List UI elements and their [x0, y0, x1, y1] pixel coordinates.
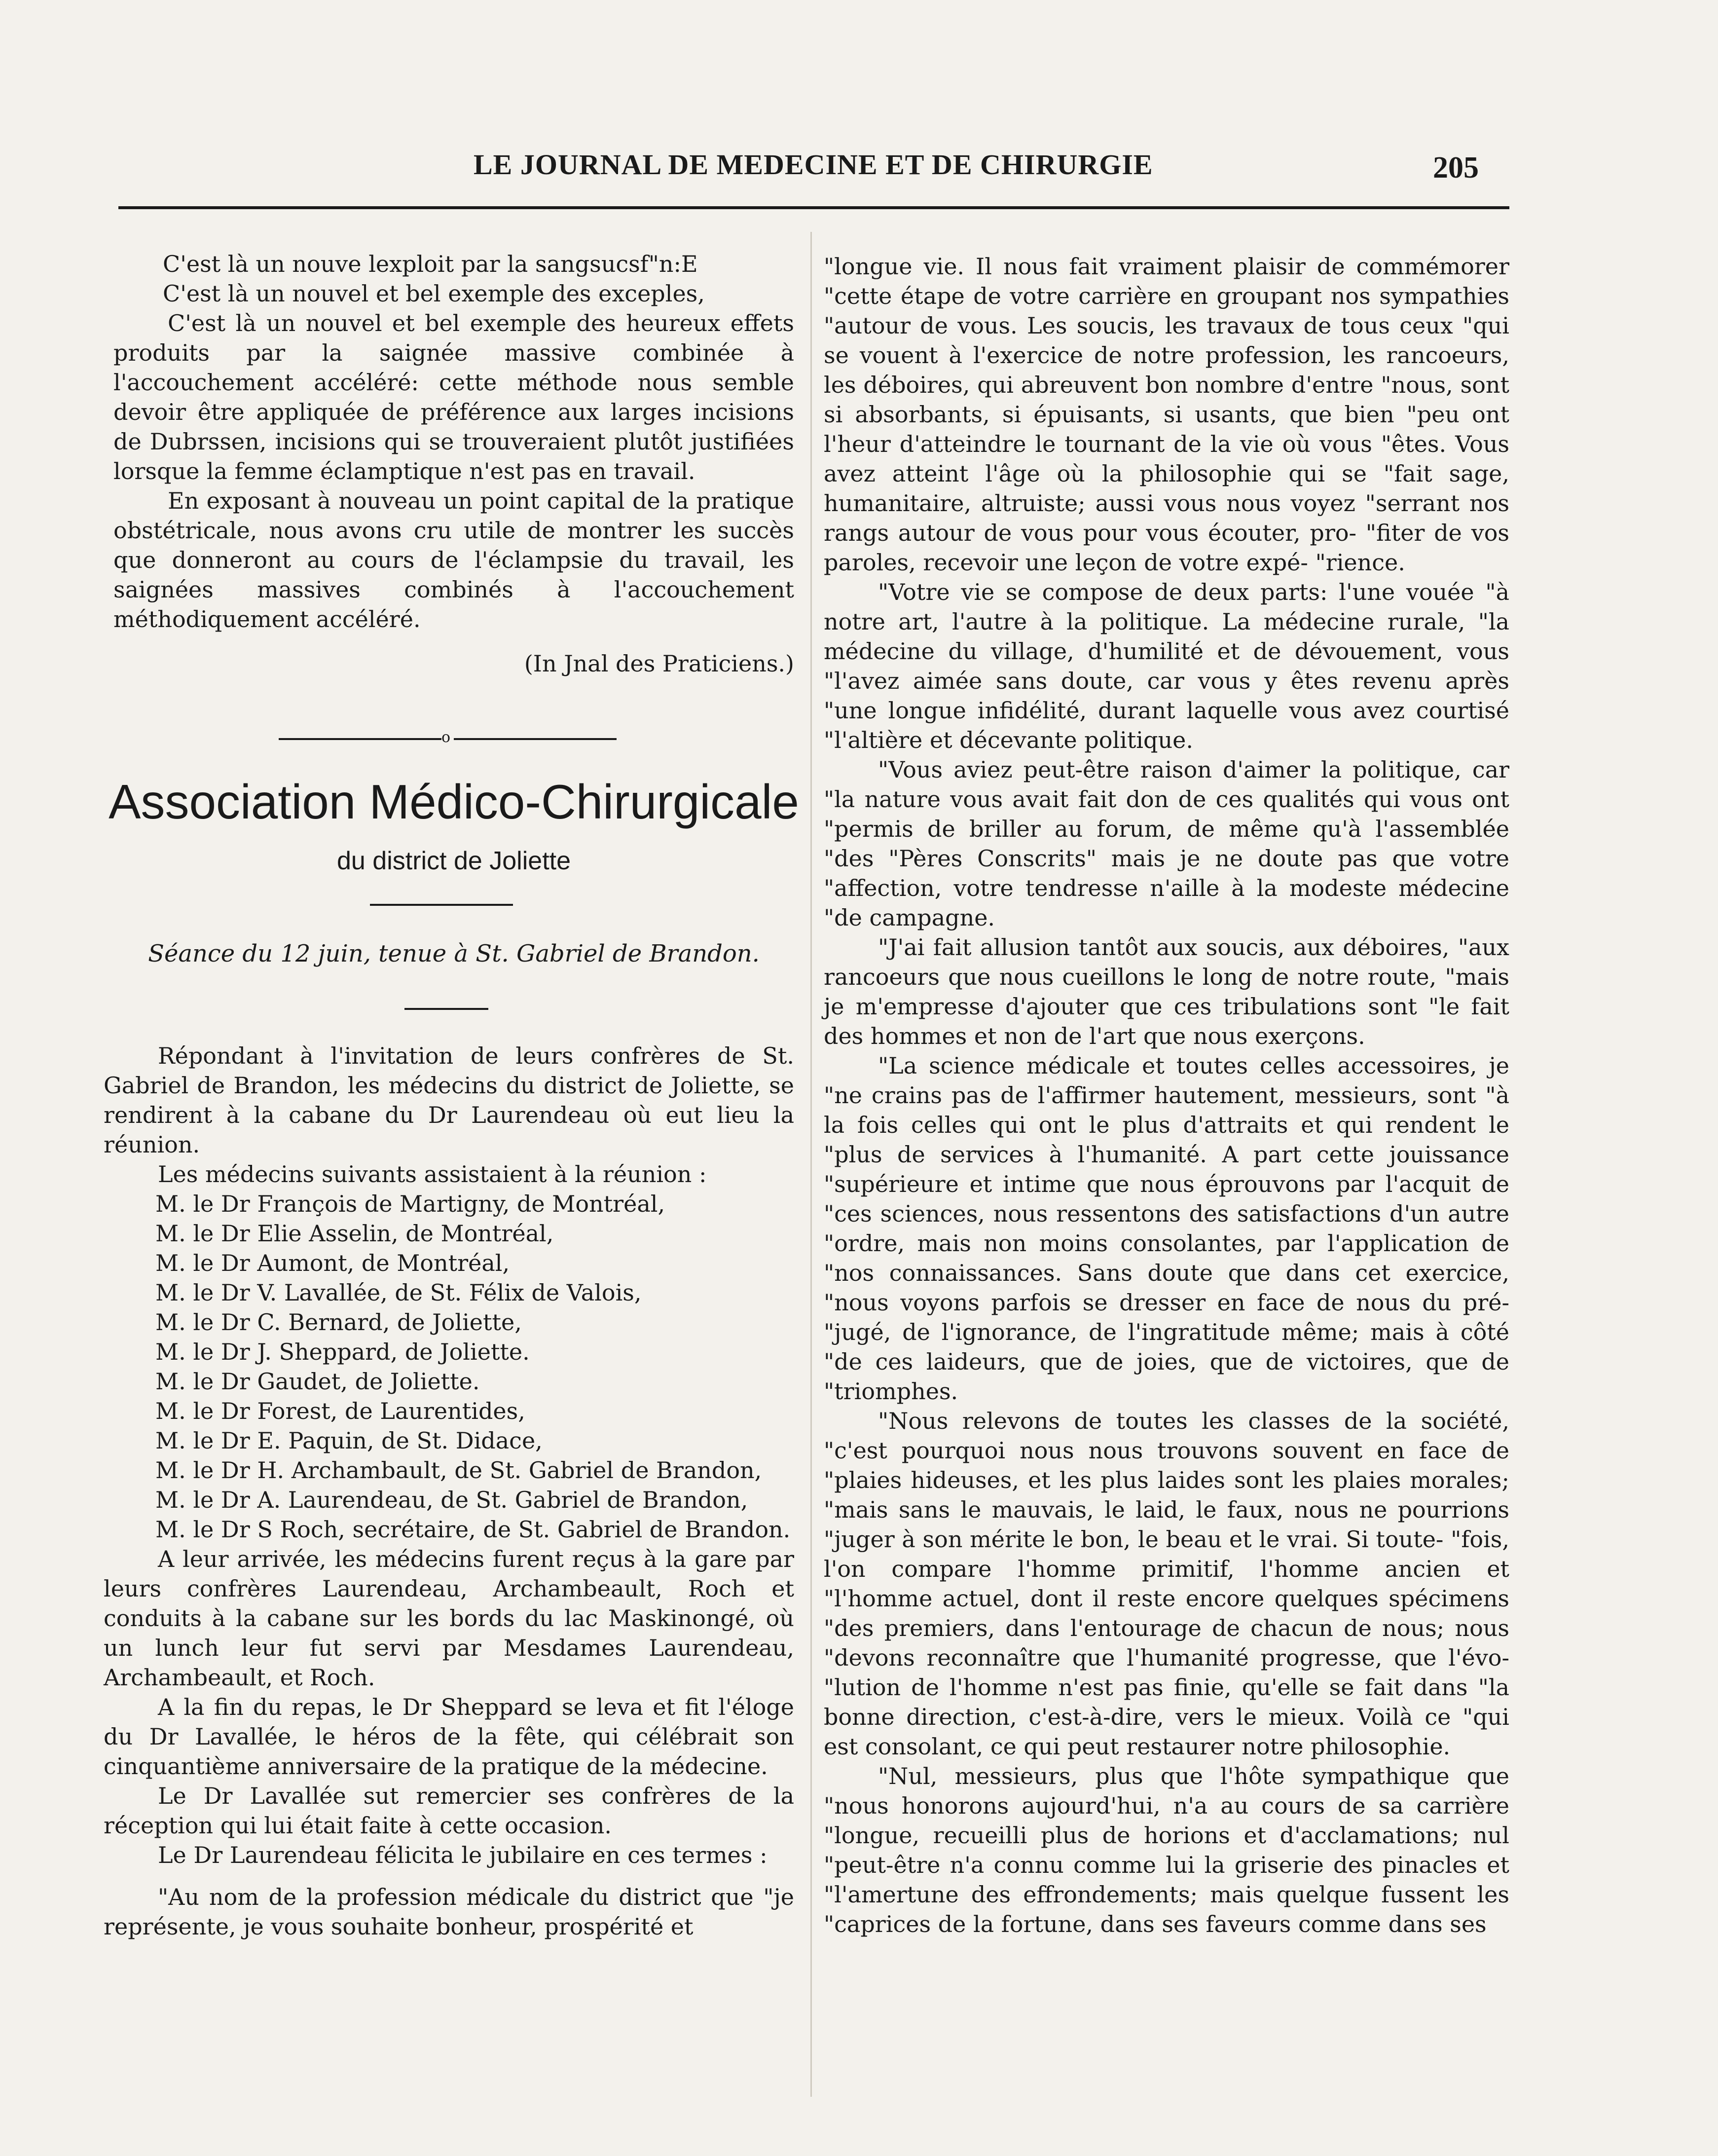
attendee: M. le Dr C. Bernard, de Joliette, — [155, 1309, 522, 1336]
right-column — [824, 252, 1509, 1939]
column-separator — [810, 232, 812, 2097]
attendee: M. le Dr A. Laurendeau, de St. Gabriel de Brandon, — [155, 1487, 748, 1513]
speech-start: "Au nom de la profession médicale du district que "je représente, je vous souhaite bonheur, prospérité et — [104, 1884, 794, 1940]
subtitle-rule — [370, 904, 513, 906]
journal-title: LE JOURNAL DE MEDECINE ET DE CHIRURGIE — [474, 149, 1153, 181]
attendee: M. le Dr E. Paquin, de St. Didace, — [155, 1427, 543, 1454]
intro-paragraph-4: En exposant à nouveau un point capital de la pratique obstétricale, nous avons cru utile de montrer les succès que donneront au cours de l'éclampsie du travail, les saignées massives combinés à l'accouchement méthodiquement accéléré. — [113, 487, 794, 632]
attendee: M. le Dr S Roch, secrétaire, de St. Gabriel de Brandon. — [155, 1516, 791, 1543]
page-number: 205 — [1433, 151, 1479, 185]
attendee: M. le Dr H. Archambault, de St. Gabriel de Brandon, — [155, 1457, 762, 1484]
left-column-body — [104, 1041, 794, 1941]
arrival-paragraph: A leur arrivée, les médecins furent reçus à la gare par leurs confrères Laurendeau, Archambeault, Roch et conduits à la cabane sur les bords du lac Maskinongé, où un lunch leur fut servi par Mesdames Laurendeau, Archambeault, et Roch. — [104, 1546, 794, 1691]
attendee: M. le Dr Elie Asselin, de Montréal, — [155, 1220, 554, 1247]
speech-paragraph: "Nul, messieurs, plus que l'hôte sympathique que "nous honorons aujourd'hui, n'a au cours de sa carrière "longue, recueilli plus de horions et d'acclamations; nul "peut-être n'a connu comme lui la griserie des pinacles et "l'amertune des effrondements; mais quelque fussent les "caprices de la fortune, dans ses faveurs comme dans ses — [824, 1763, 1509, 1937]
speech-paragraph: "La science médicale et toutes celles accessoires, je "ne crains pas de l'affirmer hautement, messieurs, sont "à la fois celles qui ont le plus d'attraits et qui rendent le "plus de services à l'humanité. A part cette jouissance "supérieure et intime que nous éprouvons par l'acquit de "ces sciences, nous ressentons des satisfactions d'un autre "ordre, mais non moins consolantes, par l'application de "nos connaissances. Sans doute que dans cet exercice, "nous voyons parfois se dresser en face de nous du pré- "jugé, de l'ignorance, de l'ingratitude même; mais à côté "de ces laideurs, que de joies, que de victoires, que de "triomphes. — [824, 1052, 1509, 1405]
intro-line-1: C'est là un nouve lexploit par la sangsucsf"n:E — [163, 251, 698, 277]
intro-paragraph-3: C'est là un nouvel et bel exemple des heureux effets produits par la saignée massive combinée à l'accouchement accéléré: cette méthode nous semble devoir être appliquée de préférence aux larges incisions de Dubrssen, incisions qui se trouveraient plutôt justifiées lorsque la femme éclamptique n'est pas en travail. — [113, 310, 794, 484]
article-title: Association Médico-Chirurgicale — [109, 775, 799, 829]
attendance-intro: Les médecins suivants assistaient à la réunion : — [158, 1161, 707, 1188]
session-rule — [404, 1008, 488, 1010]
speech-paragraph: "J'ai fait allusion tantôt aux soucis, aux déboires, "aux rancoeurs que nous cueillons le long de notre route, "mais je m'empresse d'ajouter que ces tribulations sont "le fait des hommes et non de l'art que nous exerçons. — [824, 934, 1509, 1049]
header-rule — [118, 206, 1509, 209]
divider-right — [454, 738, 617, 740]
speech-paragraph: "Vous aviez peut-être raison d'aimer la politique, car "la nature vous avait fait don de ces qualités qui vous ont "permis de briller au forum, de même qu'à l'assemblée "des "Pères Conscrits" mais je ne doute pas que votre "affection, votre tendresse n'aille à la modeste médecine "de campagne. — [824, 756, 1509, 931]
divider-mark: o — [441, 729, 451, 746]
attendee: M. le Dr J. Sheppard, de Joliette. — [155, 1338, 530, 1365]
attendee: M. le Dr V. Lavallée, de St. Félix de Valois, — [155, 1279, 642, 1306]
session-line: Séance du 12 juin, tenue à St. Gabriel de Brandon. — [148, 940, 760, 967]
speech-paragraph: "longue vie. Il nous fait vraiment plaisir de commémorer "cette étape de votre carrière en groupant nos sympathies "autour de vous. Les soucis, les travaux de tous ceux "qui se vouent à l'exercice de notre profession, les rancoeurs, les déboires, qui abreuvent bon nombre d'entre "nous, sont si absorbants, si épuisants, si usants, que bien "peu ont l'heur d'atteindre le tournant de la vie où vous "êtes. Vous avez atteint l'âge où la philosophie qui se "fait sage, humanitaire, altruiste; aussi vous nous voyez "serrant nos rangs autour de vous pour vous écouter, pro- "fiter de vos paroles, recevoir une leçon de votre expé- "rience. — [824, 253, 1509, 576]
speech-paragraph: "Votre vie se compose de deux parts: l'une vouée "à notre art, l'autre à la politique. La médecine rurale, "la médecine du village, d'humilité et de dévouement, vous "l'avez aimée sans doute, car vous y êtes revenu après "une longue infidélité, durant laquelle vous avez courtisé "l'altière et décevante politique. — [824, 579, 1509, 753]
congrats-intro: Le Dr Laurendeau félicita le jubilaire en ces termes : — [158, 1842, 768, 1868]
intro-line-2: C'est là un nouvel et bel exemple des exceples, — [163, 280, 705, 307]
attendee: M. le Dr Forest, de Laurentides, — [155, 1398, 525, 1424]
left-column-top — [113, 249, 794, 678]
meal-paragraph: A la fin du repas, le Dr Sheppard se leva et fit l'éloge du Dr Lavallée, le héros de la fête, qui célébrait son cinquantième anniversaire de la pratique de la médecine. — [104, 1694, 794, 1780]
divider-left — [279, 738, 441, 740]
source-citation: (In Jnal des Praticiens.) — [524, 650, 794, 677]
attendee: M. le Dr François de Martigny, de Montréal, — [155, 1190, 665, 1217]
attendee-list — [104, 1189, 794, 1544]
invite-paragraph: Répondant à l'invitation de leurs confrères de St. Gabriel de Brandon, les médecins du district de Joliette, se rendirent à la cabane du Dr Laurendeau où eut lieu la réunion. — [104, 1042, 794, 1158]
attendee: M. le Dr Aumont, de Montréal, — [155, 1250, 510, 1276]
speech-paragraph: "Nous relevons de toutes les classes de la société, "c'est pourquoi nous nous trouvons souvent en face de "plaies hideuses, et les plus laides sont les plaies morales; "mais sans le mauvais, le laid, le faux, nous ne pourrions "juger à son mérite le bon, le beau et le vrai. Si toute- "fois, l'on compare l'homme primitif, l'homme ancien et "l'homme actuel, dont il reste encore quelques spécimens "des premiers, dans l'entourage de chacun de nous; nous "devons reconnaître que l'humanité progresse, que l'évo- "lution de l'homme n'est pas finie, qu'elle se fait dans "la bonne direction, c'est-à-dire, vers le mieux. Voilà ce "qui est consolant, ce qui peut restaurer notre philosophie. — [824, 1408, 1509, 1760]
attendee: M. le Dr Gaudet, de Joliette. — [155, 1368, 480, 1395]
thanks-paragraph: Le Dr Lavallée sut remercier ses confrères de la réception qui lui était faite à cette occasion. — [104, 1783, 794, 1839]
article-subtitle: du district de Joliette — [336, 847, 571, 875]
